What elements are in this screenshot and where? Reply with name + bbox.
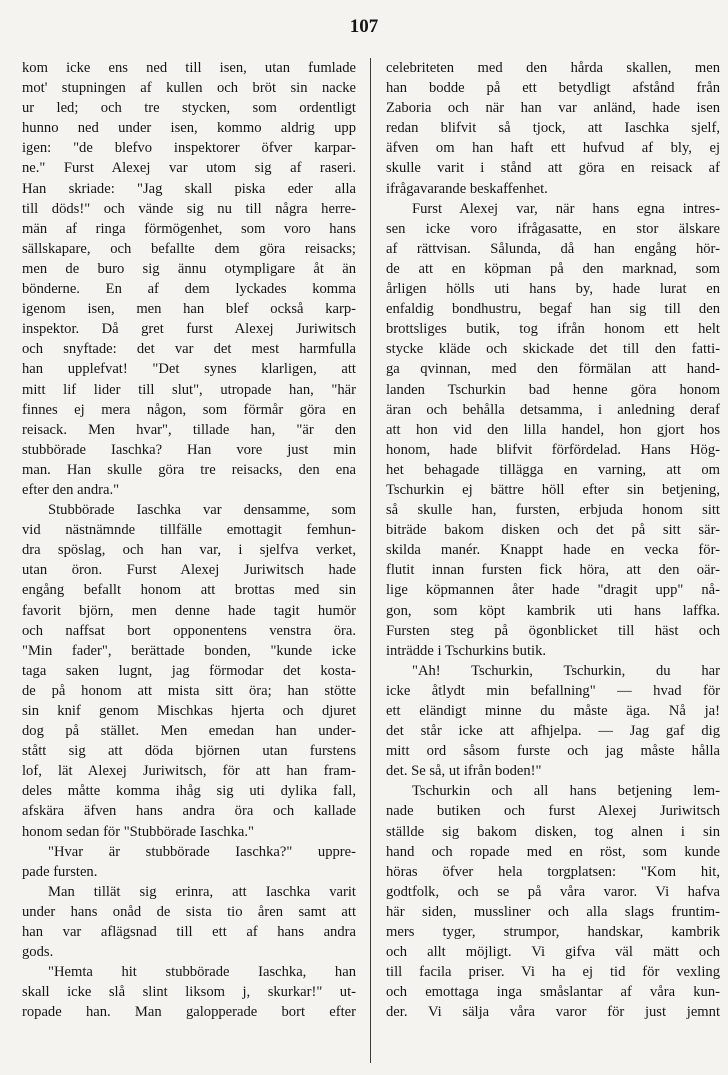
- text-line: landen Tschurkin bad henne göra honom: [386, 381, 720, 398]
- text-line: der. Vi sälja våra varor för just jemnt: [386, 1004, 720, 1021]
- text-line: ga qvinnan, med den förmälan att hand-: [386, 361, 720, 378]
- text-line: Zaboria och när han var anländ, hade isen: [386, 100, 720, 117]
- text-line: han var aflägsnad till ett af hans andra: [22, 924, 356, 941]
- text-line: gon, som köpt kambrik uti hans laffka.: [386, 602, 720, 619]
- text-line: "Hemta hit stubbörade Iaschka, han: [48, 964, 356, 981]
- text-line: brottsliges butik, tog ifrån honom ett helt: [386, 321, 720, 338]
- text-line: pade fursten.: [22, 863, 98, 880]
- text-line: Tschurkin ej bättre höll efter sin betjening,: [386, 481, 720, 498]
- text-line: lof, lät Alexej Juriwitsch, för att han fram-: [22, 763, 356, 780]
- text-line: stubbörade Iaschka? Han vore just min: [22, 441, 356, 458]
- text-line: och naffsat bort opponentens venstra öra.: [22, 622, 356, 639]
- text-line: celebriteten med den hårda skallen, men: [386, 60, 720, 76]
- text-line: ifrågavarande beskaffenhet.: [386, 180, 548, 197]
- text-line: biträde bakom disken och det på sitt sär-: [386, 522, 720, 539]
- text-line: honom, hade blifvit förfördelad. Hans Hög-: [386, 441, 720, 458]
- text-line: ropade han. Man galopperade bort efter: [22, 1004, 356, 1021]
- text-line: Tschurkin och all hans betjening lem-: [412, 783, 720, 800]
- text-line: hunno ned under isen, kommo aldrig upp: [22, 120, 356, 137]
- text-line: mitt lif lider till slut", utropade han, "här: [22, 381, 356, 398]
- text-line: mitt ord såsom furste och jag måste hålla: [386, 743, 720, 760]
- text-line: Man tillät sig erinra, att Iaschka varit: [48, 883, 356, 900]
- text-line: "Min fader", berättade bonden, "kunde icke: [22, 642, 356, 659]
- text-line: honom sedan för "Stubbörade Iaschka.": [22, 823, 254, 840]
- text-line: sen icke voro ifrågasatte, en stor älskare: [386, 220, 720, 237]
- text-line: årligen hölls uti hans by, hade lurat en: [386, 281, 720, 298]
- text-line: sällskapare, och befallte dem göra reisacks;: [22, 240, 356, 257]
- text-line: de på honom att mista sitt öra; han stötte: [22, 682, 356, 699]
- text-line: kom icke ens ned till isen, utan fumlade: [22, 60, 356, 76]
- text-line: af rättvisan. Sålunda, då han engång hör-: [386, 240, 720, 257]
- text-line: till facila priser. Vi ha ej tid för vexling: [386, 964, 720, 981]
- text-line: att hon vid den lilla handel, hon gjort hos: [386, 421, 720, 438]
- text-line: höras öfver hela torgplatsen: "Kom hit,: [386, 863, 720, 880]
- text-line: lige köpmannen åter hade "dragit upp" nå-: [386, 582, 720, 599]
- text-line: till döds!" och vände sig nu till några herre-: [22, 200, 356, 217]
- text-line: här siden, mussliner och alla slags fruntim-: [386, 903, 720, 920]
- text-line: han upplefvat! "Det synes klarligen, att: [22, 361, 356, 378]
- column-divider: [370, 58, 371, 1063]
- text-line: redan blifvit så tjock, att Iaschka sjelf,: [386, 120, 720, 137]
- text-line: nade butiken och furst Alexej Juriwitsch: [386, 803, 720, 820]
- text-line: "Hvar är stubbörade Iaschka?" uppre-: [48, 843, 356, 860]
- text-line: afskära äfven hans andra öra och kallade: [22, 803, 356, 820]
- text-line: finnes ej mera någon, som förmår göra en: [22, 401, 356, 418]
- text-line: Stubbörade Iaschka var densamme, som: [48, 502, 356, 519]
- text-line: man. Han skulle göra tre reisacks, den ena: [22, 461, 356, 478]
- text-line: icke åtlydt min befallning" — hvad för: [386, 682, 720, 699]
- text-line: ur led; och tre stycken, som ordentligt: [22, 100, 356, 117]
- text-line: godtfolk, och se på våra varor. Vi hafva: [386, 883, 720, 900]
- text-line: skilda manér. Knappt hade en vecka för-: [386, 542, 720, 559]
- text-line: "Ah! Tschurkin, Tschurkin, du har: [412, 662, 720, 679]
- text-line: enfaldig bondhustru, begaf han sig till den: [386, 301, 720, 318]
- text-line: män af ringa förmögenhet, som voro hans: [22, 220, 356, 237]
- text-line: stått sig att döda björnen utan furstens: [22, 743, 356, 760]
- text-line: Furst Alexej var, när hans egna intres-: [412, 200, 720, 217]
- text-line: skall icke slå slint liksom j, skurkar!" ut-: [22, 984, 356, 1001]
- text-line: inspektor. Då gret furst Alexej Juriwitsch: [22, 321, 356, 338]
- text-line: hand och ropade med en röst, som kunde: [386, 843, 720, 860]
- text-line: och emottaga inga småslantar af våra kun-: [386, 984, 720, 1001]
- text-line: det står icke att afhjelpa. — Jag gaf dig: [386, 723, 720, 740]
- right-column: [386, 58, 720, 1023]
- text-line: äfven om han haft ett hufvud af bly, ej: [386, 140, 720, 157]
- text-line: stycke kläde och skickade det till den fatti-: [386, 341, 720, 358]
- text-line: dog på stället. Men emedan han under-: [22, 723, 356, 740]
- text-line: det. Se så, ut ifrån boden!": [386, 763, 542, 780]
- text-line: Fursten steg på ögonblicket till häst och: [386, 622, 720, 639]
- text-line: taga saken lugnt, jag förmodar det kosta-: [22, 662, 356, 679]
- text-line: utan öron. Furst Alexej Juriwitsch hade: [22, 562, 356, 579]
- text-line: bönderne. En af dem lyckades komma: [22, 281, 356, 298]
- page-number: 107: [349, 16, 379, 37]
- text-line: favorit björn, men denne hade tagit humör: [22, 602, 356, 619]
- text-line: de att en köpman på den marknad, som: [386, 260, 720, 277]
- text-line: mot' stupningen af kullen och bröt sin nacke: [22, 80, 356, 97]
- text-line: igenom isen, men han blef också karp-: [22, 301, 356, 318]
- text-line: gods.: [22, 944, 54, 961]
- text-line: igen: "de blefvo inspektorer öfver karpar-: [22, 140, 356, 157]
- text-line: ne." Furst Alexej var utom sig af raseri.: [22, 160, 356, 177]
- text-line: vid nästnämnde tillfälle emottagit femhun-: [22, 522, 356, 539]
- text-line: engång befallt honom att brottas med sin: [22, 582, 356, 599]
- left-column: [22, 58, 356, 1023]
- text-line: efter den andra.": [22, 481, 120, 498]
- text-line: och snyftade: det var det mest harmfulla: [22, 341, 356, 358]
- text-line: han bodde på ett betydligt afstånd från: [386, 80, 720, 97]
- text-line: het behagade tillägga en varning, att om: [386, 461, 720, 478]
- text-line: så skulle han, fursten, erbjuda honom sitt: [386, 502, 720, 519]
- text-line: dra spöslag, och han var, i sjelfva verket,: [22, 542, 356, 559]
- text-line: deles måtte komma ihåg sig uti dylika fall,: [22, 783, 356, 800]
- text-line: ställde sig bakom disken, tog alnen i sin: [386, 823, 720, 840]
- text-line: men de buro sig ännu otympligare åt än: [22, 260, 356, 277]
- text-line: skulle varit i stånd att göra en reisack af: [386, 160, 720, 177]
- text-line: äran och behålla detsamma, i anledning deraf: [386, 401, 720, 418]
- text-line: flutit innan fursten fick höra, att den oär-: [386, 562, 720, 579]
- text-line: Han skriade: "Jag skall piska eder alla: [22, 180, 356, 197]
- text-line: mers tyger, strumpor, handskar, kambrik: [386, 924, 720, 941]
- text-line: ett eländigt minne du måste äga. Nå ja!: [386, 703, 720, 719]
- text-line: under hans onåd de sista tio åren samt att: [22, 903, 356, 920]
- text-line: inträdde i Tschurkins butik.: [386, 642, 547, 659]
- text-line: reisack. Men hvar", tillade han, "är den: [22, 421, 356, 438]
- text-line: och allt möjligt. Vi gifva väl mätt och: [386, 944, 720, 961]
- text-line: sin knif genom Mischkas hjerta och djuret: [22, 703, 356, 719]
